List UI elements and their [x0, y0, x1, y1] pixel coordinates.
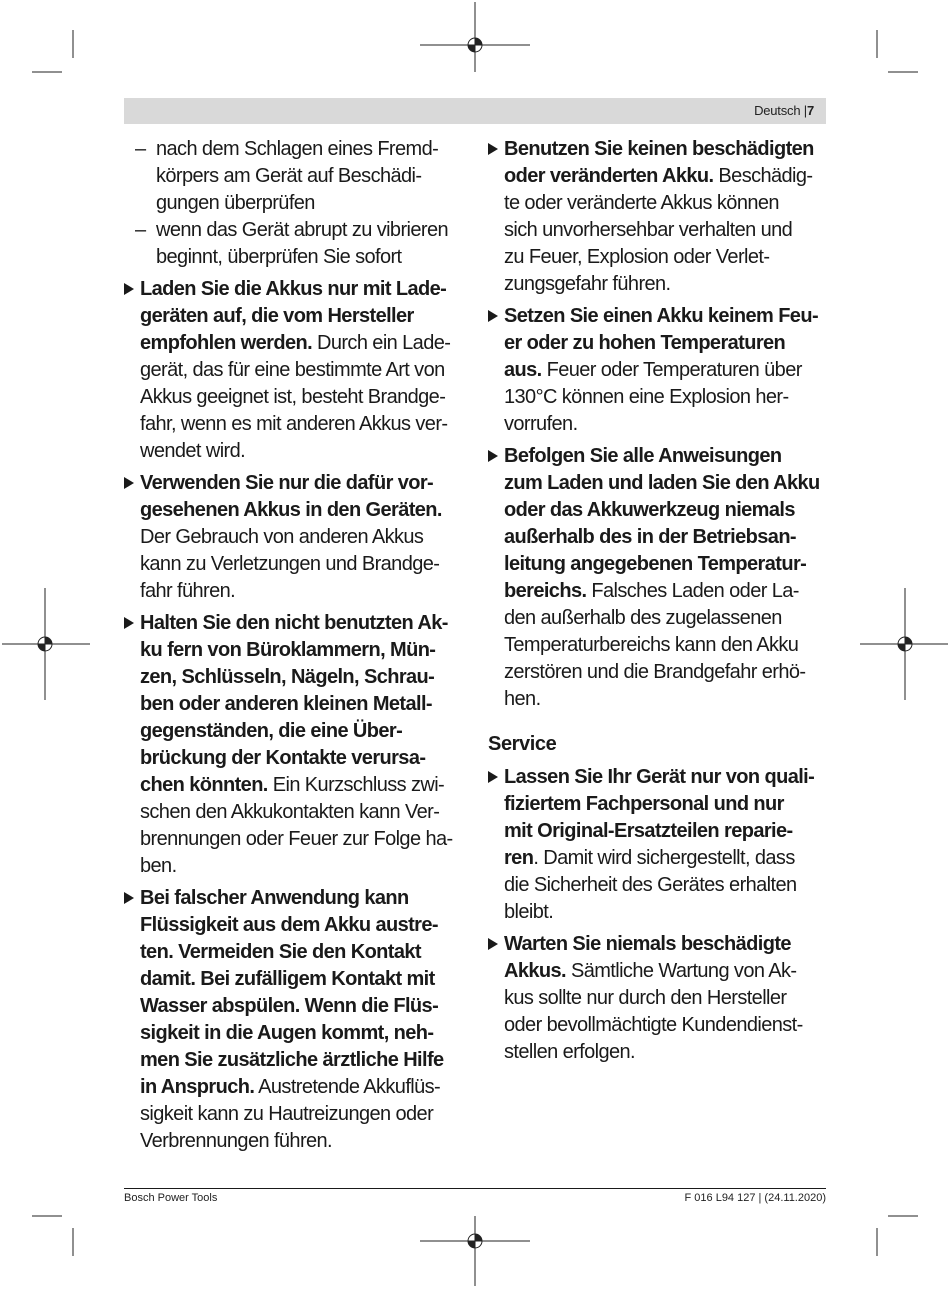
mixed-line	[140, 1074, 469, 1101]
mixed-normal-text: Beschädig-	[713, 165, 813, 187]
bold-line: ku fern von Büroklammern, Mün-	[140, 639, 436, 661]
safety-instruction	[124, 885, 469, 1155]
body-line: fahr, wenn es mit anderen Akkus ver-	[140, 413, 448, 435]
bullet-triangle-icon	[124, 477, 134, 489]
body-line: Temperaturbereichs kann den Akku	[504, 634, 799, 656]
bold-line: geräten auf, die vom Hersteller	[140, 305, 414, 327]
bold-line: Laden Sie die Akkus nur mit Lade-	[140, 278, 447, 300]
body-line: zerstören und die Brandgefahr erhö-	[504, 661, 806, 683]
bullet-triangle-icon	[124, 283, 134, 295]
mixed-line	[140, 497, 469, 524]
dash-item-line: gungen überprüfen	[156, 192, 315, 214]
body-line: kus sollte nur durch den Hersteller	[504, 987, 787, 1009]
body-line: stellen erfolgen.	[504, 1041, 636, 1063]
mixed-line	[504, 958, 833, 985]
dash-marker: –	[135, 219, 146, 241]
bold-line: außerhalb des in der Betriebsan-	[504, 526, 796, 548]
body-line: brennungen oder Feuer zur Folge ha-	[140, 828, 453, 850]
bold-line: damit. Bei zufälligem Kontakt mit	[140, 968, 435, 990]
body-line: te oder veränderte Akkus können	[504, 192, 779, 214]
bold-line: zen, Schlüsseln, Nägeln, Schrau-	[140, 666, 435, 688]
body-line: kann zu Verletzungen und Brandge-	[140, 553, 440, 575]
bold-line: er oder zu hohen Temperaturen	[504, 332, 786, 354]
bold-line: oder das Akkuwerkzeug niemals	[504, 499, 795, 521]
mixed-normal-text: Ein Kurzschluss zwi-	[267, 774, 445, 796]
bold-line: Flüssigkeit aus dem Akku austre-	[140, 914, 438, 936]
safety-instruction	[124, 610, 469, 880]
bold-line: mit Original-Ersatzteilen reparie-	[504, 820, 793, 842]
header-page-label	[754, 103, 814, 118]
bullet-triangle-icon	[488, 938, 498, 950]
bold-line: Verwenden Sie nur die dafür vor-	[140, 472, 434, 494]
mixed-normal-text: Falsches Laden oder La-	[586, 580, 799, 602]
dash-item-line: körpers am Gerät auf Beschädi-	[156, 165, 422, 187]
footer-doc-id: F 016 L94 127 | (24.11.2020)	[684, 1192, 826, 1204]
safety-instruction	[488, 764, 833, 926]
mixed-bold-text: empfohlen werden.	[140, 332, 313, 354]
body-line: fahr führen.	[140, 580, 236, 602]
safety-instruction	[124, 470, 469, 605]
bold-line: Lassen Sie Ihr Gerät nur von quali-	[504, 766, 815, 788]
page-number: 7	[806, 103, 814, 118]
dash-list-item	[124, 136, 469, 217]
dash-item-line: nach dem Schlagen eines Fremd-	[156, 138, 439, 160]
dash-item-line: beginnt, überprüfen Sie sofort	[156, 246, 402, 268]
safety-instruction	[488, 931, 833, 1066]
mixed-line	[504, 357, 833, 384]
mixed-normal-text: Sämtliche Wartung von Ak-	[566, 960, 797, 982]
header-language: Deutsch	[754, 103, 801, 118]
header-separator: |	[803, 103, 807, 118]
bold-line: sigkeit in die Augen kommt, neh-	[140, 1022, 434, 1044]
body-line: sich unvorhersehbar verhalten und	[504, 219, 793, 241]
bold-line: ben oder anderen kleinen Metall-	[140, 693, 432, 715]
dash-item-line: wenn das Gerät abrupt zu vibrieren	[156, 219, 448, 241]
mixed-normal-text: . Damit wird sichergestellt, dass	[533, 847, 795, 869]
bullet-triangle-icon	[124, 617, 134, 629]
dash-list-item	[124, 217, 469, 271]
bold-line: men Sie zusätzliche ärztliche Hilfe	[140, 1049, 444, 1071]
mixed-line	[140, 772, 469, 799]
body-line: vorrufen.	[504, 413, 578, 435]
bold-line: zum Laden und laden Sie den Akku	[504, 472, 820, 494]
bullet-triangle-icon	[488, 310, 498, 322]
mixed-bold-text: chen könnten.	[140, 774, 268, 796]
body-line: 130°C können eine Explosion her-	[504, 386, 789, 408]
body-line: oder bevollmächtigte Kundendienst-	[504, 1014, 803, 1036]
bullet-triangle-icon	[488, 143, 498, 155]
body-line: zungsgefahr führen.	[504, 273, 671, 295]
body-line: sigkeit kann zu Hautreizungen oder	[140, 1103, 434, 1125]
bold-line: Wasser abspülen. Wenn die Flüs-	[140, 995, 439, 1017]
header-bar	[124, 98, 826, 124]
bold-line: ten. Vermeiden Sie den Kontakt	[140, 941, 421, 963]
mixed-bold-text: bereichs.	[504, 580, 587, 602]
body-line: ben.	[140, 855, 177, 877]
body-line: schen den Akkukontakten kann Ver-	[140, 801, 440, 823]
footer-rule	[124, 1188, 826, 1189]
body-line: die Sicherheit des Gerätes erhalten	[504, 874, 797, 896]
body-line: Der Gebrauch von anderen Akkus	[140, 526, 424, 548]
footer-brand: Bosch Power Tools	[124, 1192, 218, 1204]
body-line: wendet wird.	[140, 440, 246, 462]
mixed-line	[504, 578, 833, 605]
safety-instruction	[488, 136, 833, 298]
right-column	[488, 136, 833, 1071]
mixed-normal-text: Durch ein Lade-	[312, 332, 451, 354]
body-line: den außerhalb des zugelassenen	[504, 607, 782, 629]
mixed-line	[140, 330, 469, 357]
body-line: hen.	[504, 688, 541, 710]
safety-instruction	[488, 443, 833, 713]
body-line: bleibt.	[504, 901, 554, 923]
mixed-normal-text: Austretende Akkuflüs-	[254, 1076, 441, 1098]
dash-marker: –	[135, 138, 146, 160]
bold-line: Halten Sie den nicht benutzten Ak-	[140, 612, 448, 634]
bold-line: Benutzen Sie keinen beschädigten	[504, 138, 814, 160]
body-line: Verbrennungen führen.	[140, 1130, 333, 1152]
body-line: zu Feuer, Explosion oder Verlet-	[504, 246, 770, 268]
mixed-normal-text: Feuer oder Temperaturen über	[541, 359, 802, 381]
safety-instruction	[488, 303, 833, 438]
bold-line: Bei falscher Anwendung kann	[140, 887, 409, 909]
bold-line: Warten Sie niemals beschädigte	[504, 933, 791, 955]
bold-line: gegenständen, die eine Über-	[140, 720, 403, 742]
mixed-line	[504, 845, 833, 872]
mixed-bold-text: oder veränderten Akku.	[504, 165, 714, 187]
mixed-bold-text: in Anspruch.	[140, 1076, 255, 1098]
bold-line: fiziertem Fachpersonal und nur	[504, 793, 784, 815]
mixed-bold-text: ren	[504, 847, 534, 869]
bold-line: brückung der Kontakte verursa-	[140, 747, 426, 769]
mixed-bold-text: Akkus.	[504, 960, 566, 982]
bold-line: Setzen Sie einen Akku keinem Feu-	[504, 305, 819, 327]
left-column	[124, 136, 469, 1160]
mixed-line	[504, 163, 833, 190]
body-line: Akkus geeignet ist, besteht Brandge-	[140, 386, 446, 408]
mixed-bold-text: aus.	[504, 359, 542, 381]
section-heading-service: Service	[488, 733, 557, 755]
bullet-triangle-icon	[488, 771, 498, 783]
body-line: gerät, das für eine bestimmte Art von	[140, 359, 445, 381]
bullet-triangle-icon	[124, 892, 134, 904]
bold-line: Befolgen Sie alle Anweisungen	[504, 445, 782, 467]
bold-line: leitung angegebenen Temperatur-	[504, 553, 807, 575]
mixed-bold-text: gesehenen Akkus in den Geräten.	[140, 499, 442, 521]
safety-instruction	[124, 276, 469, 465]
bullet-triangle-icon	[488, 450, 498, 462]
